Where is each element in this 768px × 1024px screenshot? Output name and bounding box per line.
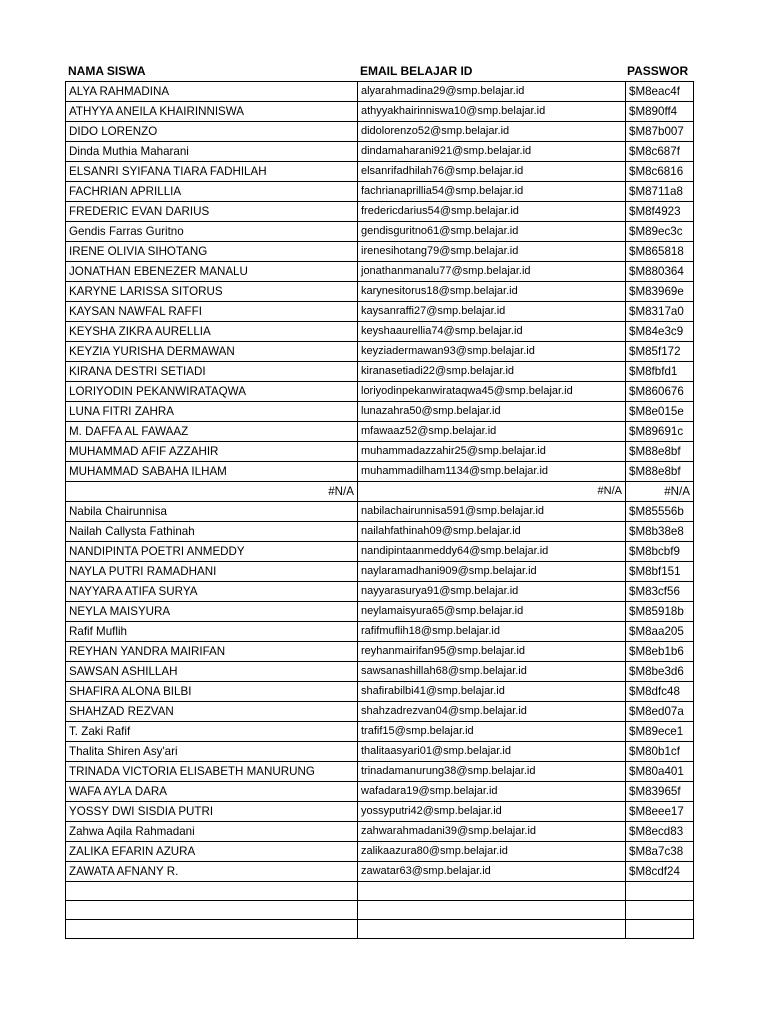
cell-nama-siswa[interactable]: Zahwa Aqila Rahmadani [66,822,358,842]
cell-password[interactable]: $M8c6816 [626,162,694,182]
table-row [66,182,694,202]
cell-password[interactable]: $M8be3d6 [626,662,694,682]
cell-email-belajar-id[interactable]: loriyodinpekanwirataqwa45@smp.belajar.id [358,382,626,402]
cell-password[interactable]: $M8cdf24 [626,862,694,882]
cell-nama-siswa[interactable]: Gendis Farras Guritno [66,222,358,242]
cell-email-belajar-id[interactable]: #N/A [358,482,626,502]
cell-nama-siswa[interactable]: Nabila Chairunnisa [66,502,358,522]
cell-email-belajar-id[interactable]: yossyputri42@smp.belajar.id [358,802,626,822]
table-row [66,842,694,862]
cell-email-belajar-id[interactable]: zalikaazura80@smp.belajar.id [358,842,626,862]
cell-password[interactable]: $M8bf151 [626,562,694,582]
cell-email-belajar-id[interactable]: wafadara19@smp.belajar.id [358,782,626,802]
cell-email-belajar-id[interactable]: didolorenzo52@smp.belajar.id [358,122,626,142]
cell-nama-siswa[interactable]: ZAWATA AFNANY R. [66,862,358,882]
table-row [66,382,694,402]
cell-password[interactable]: $M8fbfd1 [626,362,694,382]
cell-password[interactable]: $M8c687f [626,142,694,162]
table-row [66,622,694,642]
cell-nama-siswa[interactable]: KEYSHA ZIKRA AURELLIA [66,322,358,342]
table-row [66,282,694,302]
cell-email-belajar-id[interactable]: trinadamanurung38@smp.belajar.id [358,762,626,782]
cell-nama-siswa[interactable]: MUHAMMAD AFIF AZZAHIR [66,442,358,462]
cell-nama-siswa[interactable]: NEYLA MAISYURA [66,602,358,622]
table-row [66,202,694,222]
cell-email-belajar-id[interactable]: shafirabilbi41@smp.belajar.id [358,682,626,702]
cell-email-belajar-id[interactable]: muhammadazzahir25@smp.belajar.id [358,442,626,462]
cell-email-belajar-id[interactable]: zawatar63@smp.belajar.id [358,862,626,882]
cell-nama-siswa[interactable]: ALYA RAHMADINA [66,82,358,102]
cell-password[interactable]: $M87b007 [626,122,694,142]
cell-email-belajar-id[interactable]: irenesihotang79@smp.belajar.id [358,242,626,262]
cell-email-belajar-id[interactable]: keyshaaurellia74@smp.belajar.id [358,322,626,342]
table-row [66,522,694,542]
cell-nama-siswa[interactable] [66,882,358,901]
header-email-belajar-id: EMAIL BELAJAR ID [360,64,473,78]
cell-nama-siswa[interactable]: Rafif Muflih [66,622,358,642]
cell-email-belajar-id[interactable]: fachrianaprillia54@smp.belajar.id [358,182,626,202]
table-row [66,722,694,742]
cell-nama-siswa[interactable]: Dinda Muthia Maharani [66,142,358,162]
cell-nama-siswa[interactable]: SHAHZAD REZVAN [66,702,358,722]
table-row [66,462,694,482]
cell-email-belajar-id[interactable] [358,920,626,939]
cell-nama-siswa[interactable]: REYHAN YANDRA MAIRIFAN [66,642,358,662]
cell-email-belajar-id[interactable]: trafif15@smp.belajar.id [358,722,626,742]
table-row [66,402,694,422]
cell-nama-siswa[interactable]: SAWSAN ASHILLAH [66,662,358,682]
cell-password[interactable]: $M88e8bf [626,462,694,482]
cell-password[interactable]: $M8ecd83 [626,822,694,842]
table-row [66,442,694,462]
table-row [66,862,694,882]
table-row [66,482,694,502]
cell-nama-siswa[interactable]: ATHYYA ANEILA KHAIRINNISWA [66,102,358,122]
cell-password[interactable]: $M80b1cf [626,742,694,762]
cell-email-belajar-id[interactable]: karynesitorus18@smp.belajar.id [358,282,626,302]
cell-nama-siswa[interactable]: IRENE OLIVIA SIHOTANG [66,242,358,262]
cell-email-belajar-id[interactable]: jonathanmanalu77@smp.belajar.id [358,262,626,282]
cell-email-belajar-id[interactable]: keyziadermawan93@smp.belajar.id [358,342,626,362]
cell-email-belajar-id[interactable]: gendisguritno61@smp.belajar.id [358,222,626,242]
cell-nama-siswa[interactable]: KIRANA DESTRI SETIADI [66,362,358,382]
cell-email-belajar-id[interactable]: zahwarahmadani39@smp.belajar.id [358,822,626,842]
cell-email-belajar-id[interactable]: elsanrifadhilah76@smp.belajar.id [358,162,626,182]
table-row [66,422,694,442]
cell-email-belajar-id[interactable]: kaysanraffi27@smp.belajar.id [358,302,626,322]
cell-nama-siswa[interactable]: #N/A [66,482,358,502]
cell-nama-siswa[interactable]: MUHAMMAD SABAHA ILHAM [66,462,358,482]
table-row [66,642,694,662]
cell-nama-siswa[interactable]: ZALIKA EFARIN AZURA [66,842,358,862]
table-row [66,782,694,802]
table-row [66,542,694,562]
cell-nama-siswa[interactable]: NAYYARA ATIFA SURYA [66,582,358,602]
cell-email-belajar-id[interactable]: muhammadilham1134@smp.belajar.id [358,462,626,482]
cell-email-belajar-id[interactable]: alyarahmadina29@smp.belajar.id [358,82,626,102]
cell-nama-siswa[interactable]: NANDIPINTA POETRI ANMEDDY [66,542,358,562]
cell-nama-siswa[interactable]: Thalita Shiren Asy'ari [66,742,358,762]
table-row [66,802,694,822]
table-row [66,242,694,262]
cell-password[interactable]: $M83965f [626,782,694,802]
cell-password[interactable]: $M890ff4 [626,102,694,122]
cell-nama-siswa[interactable]: WAFA AYLA DARA [66,782,358,802]
cell-email-belajar-id[interactable]: thalitaasyari01@smp.belajar.id [358,742,626,762]
student-table [65,81,694,939]
cell-password[interactable]: $M83cf56 [626,582,694,602]
cell-nama-siswa[interactable]: M. DAFFA AL FAWAAZ [66,422,358,442]
cell-nama-siswa[interactable]: LUNA FITRI ZAHRA [66,402,358,422]
header-password: PASSWOR [627,64,689,78]
cell-password[interactable]: #N/A [626,482,694,502]
cell-password[interactable]: $M88e8bf [626,442,694,462]
table-row [66,162,694,182]
cell-password[interactable]: $M8bcbf9 [626,542,694,562]
cell-password[interactable]: $M8ed07a [626,702,694,722]
cell-password[interactable]: $M8eee17 [626,802,694,822]
cell-password[interactable] [626,901,694,920]
cell-email-belajar-id[interactable]: fredericdarius54@smp.belajar.id [358,202,626,222]
table-row [66,222,694,242]
cell-password[interactable]: $M8317a0 [626,302,694,322]
cell-email-belajar-id[interactable]: kiranasetiadi22@smp.belajar.id [358,362,626,382]
cell-nama-siswa[interactable] [66,901,358,920]
cell-password[interactable]: $M8b38e8 [626,522,694,542]
table-row [66,901,694,920]
table-row [66,322,694,342]
table-row [66,702,694,722]
cell-email-belajar-id[interactable] [358,901,626,920]
cell-password[interactable]: $M84e3c9 [626,322,694,342]
cell-nama-siswa[interactable]: FREDERIC EVAN DARIUS [66,202,358,222]
cell-nama-siswa[interactable]: TRINADA VICTORIA ELISABETH MANURUNG [66,762,358,782]
cell-email-belajar-id[interactable]: shahzadrezvan04@smp.belajar.id [358,702,626,722]
cell-password[interactable]: $M85f172 [626,342,694,362]
cell-nama-siswa[interactable] [66,920,358,939]
table-row [66,822,694,842]
cell-email-belajar-id[interactable]: rafifmuflih18@smp.belajar.id [358,622,626,642]
cell-password[interactable]: $M8e015e [626,402,694,422]
table-row [66,302,694,322]
cell-email-belajar-id[interactable]: nandipintaanmeddy64@smp.belajar.id [358,542,626,562]
table-row [66,662,694,682]
header-nama-siswa: NAMA SISWA [68,64,146,78]
cell-email-belajar-id[interactable]: sawsanashillah68@smp.belajar.id [358,662,626,682]
cell-password[interactable]: $M880364 [626,262,694,282]
cell-nama-siswa[interactable]: YOSSY DWI SISDIA PUTRI [66,802,358,822]
cell-email-belajar-id[interactable]: naylaramadhani909@smp.belajar.id [358,562,626,582]
table-row [66,362,694,382]
table-row [66,562,694,582]
cell-password[interactable]: $M865818 [626,242,694,262]
cell-password[interactable]: $M8eb1b6 [626,642,694,662]
cell-password[interactable]: $M8f4923 [626,202,694,222]
cell-password[interactable]: $M8711a8 [626,182,694,202]
cell-password[interactable] [626,882,694,901]
table-row [66,82,694,102]
student-sheet [65,60,693,939]
cell-password[interactable]: $M85556b [626,502,694,522]
cell-email-belajar-id[interactable]: mfawaaz52@smp.belajar.id [358,422,626,442]
cell-nama-siswa[interactable]: ELSANRI SYIFANA TIARA FADHILAH [66,162,358,182]
table-row [66,122,694,142]
cell-password[interactable]: $M83969e [626,282,694,302]
cell-password[interactable]: $M85918b [626,602,694,622]
cell-password[interactable]: $M89ec3c [626,222,694,242]
cell-nama-siswa[interactable]: T. Zaki Rafif [66,722,358,742]
table-row [66,102,694,122]
cell-email-belajar-id[interactable]: dindamaharani921@smp.belajar.id [358,142,626,162]
cell-nama-siswa[interactable]: KEYZIA YURISHA DERMAWAN [66,342,358,362]
cell-password[interactable]: $M89ece1 [626,722,694,742]
cell-nama-siswa[interactable]: KARYNE LARISSA SITORUS [66,282,358,302]
table-row [66,920,694,939]
cell-email-belajar-id[interactable]: athyyakhairinniswa10@smp.belajar.id [358,102,626,122]
column-header-row [65,60,693,81]
cell-password[interactable]: $M8a7c38 [626,842,694,862]
cell-nama-siswa[interactable]: SHAFIRA ALONA BILBI [66,682,358,702]
cell-password[interactable]: $M8eac4f [626,82,694,102]
cell-nama-siswa[interactable]: Nailah Callysta Fathinah [66,522,358,542]
cell-email-belajar-id[interactable]: nailahfathinah09@smp.belajar.id [358,522,626,542]
cell-password[interactable]: $M860676 [626,382,694,402]
cell-email-belajar-id[interactable]: lunazahra50@smp.belajar.id [358,402,626,422]
student-table-body [66,82,694,939]
table-row [66,762,694,782]
cell-email-belajar-id[interactable]: nayyarasurya91@smp.belajar.id [358,582,626,602]
cell-nama-siswa[interactable]: NAYLA PUTRI RAMADHANI [66,562,358,582]
cell-password[interactable]: $M80a401 [626,762,694,782]
table-row [66,882,694,901]
cell-password[interactable] [626,920,694,939]
table-row [66,602,694,622]
table-row [66,582,694,602]
table-row [66,342,694,362]
table-row [66,682,694,702]
table-row [66,142,694,162]
cell-nama-siswa[interactable]: KAYSAN NAWFAL RAFFI [66,302,358,322]
cell-nama-siswa[interactable]: DIDO LORENZO [66,122,358,142]
cell-password[interactable]: $M8dfc48 [626,682,694,702]
cell-password[interactable]: $M89691c [626,422,694,442]
cell-nama-siswa[interactable]: JONATHAN EBENEZER MANALU [66,262,358,282]
cell-email-belajar-id[interactable]: nabilachairunnisa591@smp.belajar.id [358,502,626,522]
cell-password[interactable]: $M8aa205 [626,622,694,642]
table-row [66,742,694,762]
table-row [66,262,694,282]
cell-nama-siswa[interactable]: LORIYODIN PEKANWIRATAQWA [66,382,358,402]
cell-email-belajar-id[interactable]: reyhanmairifan95@smp.belajar.id [358,642,626,662]
cell-email-belajar-id[interactable] [358,882,626,901]
table-row [66,502,694,522]
cell-nama-siswa[interactable]: FACHRIAN APRILLIA [66,182,358,202]
cell-email-belajar-id[interactable]: neylamaisyura65@smp.belajar.id [358,602,626,622]
